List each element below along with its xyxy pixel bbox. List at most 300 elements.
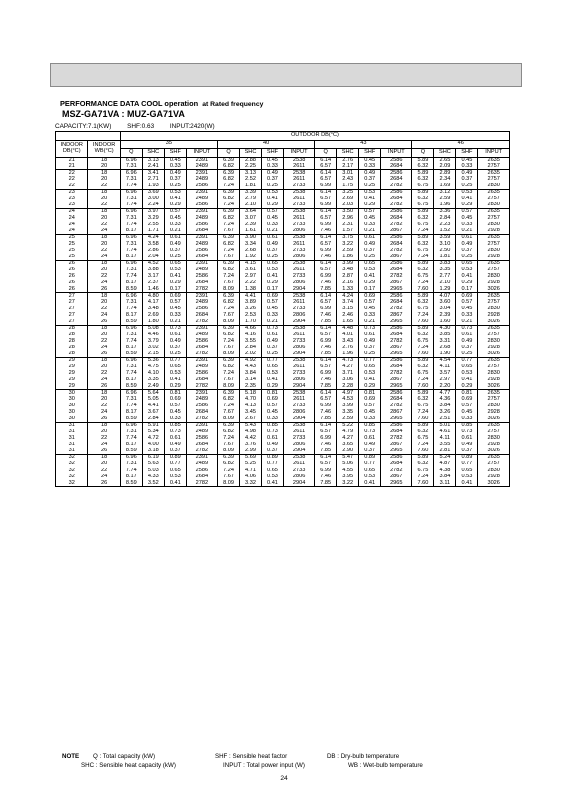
table-cell: 2635 bbox=[478, 325, 510, 331]
table-cell: 0.73 bbox=[359, 429, 381, 435]
table-cell: 7.46 bbox=[315, 409, 337, 415]
table-cell: 0.77 bbox=[359, 358, 381, 364]
table-cell: 0.65 bbox=[359, 468, 381, 474]
table-cell: 2635 bbox=[478, 422, 510, 428]
table-cell: 5.24 bbox=[434, 455, 456, 461]
table-cell: 8.09 bbox=[218, 319, 240, 325]
table-cell: 7.67 bbox=[218, 442, 240, 448]
table-cell: 2782 bbox=[381, 183, 412, 189]
table-cell: 2684 bbox=[381, 396, 412, 402]
table-cell: 2806 bbox=[283, 228, 314, 234]
table-cell: 7.74 bbox=[120, 222, 142, 228]
table-cell: 7.46 bbox=[315, 377, 337, 383]
table-cell: 7.31 bbox=[120, 396, 142, 402]
table-cell: 0.49 bbox=[261, 338, 283, 344]
table-cell: 0.73 bbox=[456, 429, 478, 435]
table-cell: 0.21 bbox=[359, 228, 381, 234]
table-cell: 3026 bbox=[478, 383, 510, 389]
table-cell: 6.57 bbox=[315, 163, 337, 169]
table-cell: 3.84 bbox=[240, 370, 262, 376]
table-cell: 2965 bbox=[381, 286, 412, 292]
column-label: SHC bbox=[434, 149, 456, 158]
table-cell: 2.81 bbox=[434, 448, 456, 454]
table-cell: 5.89 bbox=[412, 189, 434, 195]
table-cell: 4.72 bbox=[142, 435, 164, 441]
table-cell: 0.21 bbox=[261, 319, 283, 325]
table-cell: 6.82 bbox=[218, 364, 240, 370]
table-cell: 8.09 bbox=[218, 351, 240, 357]
table-cell: 18 bbox=[88, 170, 120, 176]
table-cell: 2489 bbox=[186, 176, 217, 182]
table-cell: 6.96 bbox=[120, 455, 142, 461]
table-cell: 6.39 bbox=[218, 455, 240, 461]
table-cell: 3.35 bbox=[434, 267, 456, 273]
table-cell: 0.25 bbox=[359, 351, 381, 357]
table-cell: 8.17 bbox=[120, 280, 142, 286]
table-cell: 29 bbox=[56, 377, 88, 383]
table-cell: 8.17 bbox=[120, 442, 142, 448]
table-cell: 2782 bbox=[186, 480, 217, 486]
table-cell: 6.32 bbox=[412, 215, 434, 221]
table-cell: 3.95 bbox=[337, 474, 359, 480]
table-cell: 0.33 bbox=[261, 416, 283, 422]
table-cell: 2904 bbox=[283, 351, 314, 357]
table-cell: 6.75 bbox=[412, 183, 434, 189]
table-cell: 7.67 bbox=[218, 474, 240, 480]
table-cell: 7.60 bbox=[412, 286, 434, 292]
table-cell: 6.39 bbox=[218, 422, 240, 428]
table-cell: 2635 bbox=[478, 390, 510, 396]
table-cell: 2684 bbox=[186, 228, 217, 234]
outdoor-temp-header: 43 bbox=[315, 140, 412, 149]
table-cell: 4.10 bbox=[142, 370, 164, 376]
table-cell: 2733 bbox=[283, 370, 314, 376]
table-cell: 2635 bbox=[478, 189, 510, 195]
table-cell: 2782 bbox=[381, 273, 412, 279]
table-cell: 2.20 bbox=[434, 383, 456, 389]
table-cell: 24 bbox=[56, 228, 88, 234]
table-cell: 0.49 bbox=[359, 338, 381, 344]
table-cell: 2757 bbox=[478, 163, 510, 169]
table-cell: 0.17 bbox=[261, 286, 283, 292]
table-cell: 3.65 bbox=[337, 442, 359, 448]
table-cell: 22 bbox=[56, 183, 88, 189]
table-cell: 2586 bbox=[186, 222, 217, 228]
table-cell: 0.53 bbox=[164, 189, 186, 195]
table-cell: 2867 bbox=[381, 312, 412, 318]
table-cell: 1.46 bbox=[142, 286, 164, 292]
table-cell: 2635 bbox=[478, 358, 510, 364]
table-cell: 0.85 bbox=[164, 422, 186, 428]
table-cell: 2928 bbox=[478, 312, 510, 318]
table-cell: 7.67 bbox=[218, 228, 240, 234]
table-cell: 5.89 bbox=[412, 235, 434, 241]
table-cell: 0.69 bbox=[164, 396, 186, 402]
table-cell: 0.25 bbox=[261, 254, 283, 260]
table-cell: 0.45 bbox=[164, 215, 186, 221]
table-cell: 7.74 bbox=[120, 370, 142, 376]
table-cell: 20 bbox=[88, 176, 120, 182]
table-cell: 3.17 bbox=[142, 273, 164, 279]
table-cell: 8.17 bbox=[120, 312, 142, 318]
table-cell: 2.51 bbox=[434, 416, 456, 422]
table-cell: 7.24 bbox=[412, 345, 434, 351]
table-cell: 3.97 bbox=[142, 209, 164, 215]
table-cell: 0.65 bbox=[261, 261, 283, 267]
table-cell: 0.61 bbox=[164, 332, 186, 338]
table-cell: 32 bbox=[56, 480, 88, 486]
table-cell: 2830 bbox=[478, 306, 510, 312]
table-cell: 3.31 bbox=[434, 338, 456, 344]
table-cell: 7.24 bbox=[218, 183, 240, 189]
table-cell: 0.77 bbox=[359, 461, 381, 467]
table-cell: 0.53 bbox=[359, 189, 381, 195]
table-cell: 3.34 bbox=[240, 241, 262, 247]
table-cell: 0.77 bbox=[261, 461, 283, 467]
table-cell: 21 bbox=[56, 163, 88, 169]
table-cell: 2586 bbox=[381, 422, 412, 428]
table-cell: 2782 bbox=[186, 448, 217, 454]
table-cell: 3.71 bbox=[337, 370, 359, 376]
table-cell: 3.26 bbox=[434, 409, 456, 415]
table-cell: 2611 bbox=[283, 241, 314, 247]
table-cell: 0.33 bbox=[359, 312, 381, 318]
table-cell: 2635 bbox=[478, 261, 510, 267]
table-cell: 3026 bbox=[478, 480, 510, 486]
outdoor-temp-header: 35 bbox=[120, 140, 217, 149]
table-cell: 2.10 bbox=[434, 280, 456, 286]
table-cell: 0.37 bbox=[164, 176, 186, 182]
table-cell: 2733 bbox=[283, 183, 314, 189]
table-cell: 6.75 bbox=[412, 202, 434, 208]
table-cell: 0.25 bbox=[456, 183, 478, 189]
table-cell: 0.61 bbox=[456, 332, 478, 338]
table-cell: 6.99 bbox=[315, 183, 337, 189]
table-cell: 28 bbox=[56, 325, 88, 331]
table-cell: 0.77 bbox=[164, 461, 186, 467]
table-cell: 1.90 bbox=[434, 351, 456, 357]
table-cell: 5.08 bbox=[142, 325, 164, 331]
table-cell: 0.41 bbox=[359, 196, 381, 202]
table-cell: 22 bbox=[88, 370, 120, 376]
table-cell: 6.96 bbox=[120, 170, 142, 176]
header-bar bbox=[50, 63, 522, 87]
table-cell: 18 bbox=[88, 189, 120, 195]
table-cell: 2928 bbox=[478, 254, 510, 260]
table-cell: 2684 bbox=[381, 196, 412, 202]
table-cell: 32 bbox=[56, 468, 88, 474]
table-cell: 5.89 bbox=[412, 293, 434, 299]
table-cell: 0.37 bbox=[164, 248, 186, 254]
table-cell: 0.33 bbox=[456, 416, 478, 422]
table-cell: 3.74 bbox=[337, 299, 359, 305]
table-cell: 2684 bbox=[381, 299, 412, 305]
table-cell: 0.57 bbox=[359, 403, 381, 409]
table-cell: 0.37 bbox=[359, 448, 381, 454]
table-cell: 8.59 bbox=[120, 480, 142, 486]
table-cell: 1.65 bbox=[337, 319, 359, 325]
table-cell: 20 bbox=[88, 267, 120, 273]
table-cell: 7.46 bbox=[315, 280, 337, 286]
table-cell: 0.37 bbox=[456, 345, 478, 351]
table-cell: 5.43 bbox=[240, 422, 262, 428]
table-cell: 27 bbox=[56, 299, 88, 305]
table-cell: 7.24 bbox=[218, 370, 240, 376]
table-cell: 3.18 bbox=[142, 448, 164, 454]
table-cell: 7.46 bbox=[315, 474, 337, 480]
table-cell: 2.76 bbox=[337, 157, 359, 163]
table-cell: 2.35 bbox=[240, 383, 262, 389]
table-cell: 4.11 bbox=[434, 435, 456, 441]
table-cell: 0.49 bbox=[456, 338, 478, 344]
table-cell: 18 bbox=[88, 422, 120, 428]
table-cell: 2.16 bbox=[337, 280, 359, 286]
table-cell: 25 bbox=[56, 254, 88, 260]
table-cell: 8.59 bbox=[120, 416, 142, 422]
table-cell: 2611 bbox=[283, 267, 314, 273]
table-cell: 6.82 bbox=[218, 176, 240, 182]
table-cell: 0.37 bbox=[261, 176, 283, 182]
table-cell: 2489 bbox=[186, 196, 217, 202]
table-cell: 0.41 bbox=[261, 377, 283, 383]
table-cell: 2928 bbox=[478, 409, 510, 415]
table-cell: 0.41 bbox=[164, 377, 186, 383]
table-cell: 20 bbox=[88, 163, 120, 169]
table-cell: 3.64 bbox=[240, 209, 262, 215]
table-cell: 2.76 bbox=[337, 345, 359, 351]
table-cell: 3.36 bbox=[434, 209, 456, 215]
table-cell: 0.29 bbox=[261, 202, 283, 208]
table-cell: 6.96 bbox=[120, 293, 142, 299]
table-cell: 2684 bbox=[381, 267, 412, 273]
table-cell: 2684 bbox=[186, 345, 217, 351]
table-cell: 2830 bbox=[478, 435, 510, 441]
table-cell: 0.29 bbox=[456, 383, 478, 389]
table-cell: 2586 bbox=[381, 390, 412, 396]
table-cell: 8.09 bbox=[218, 416, 240, 422]
table-cell: 2782 bbox=[186, 286, 217, 292]
table-cell: 31 bbox=[56, 435, 88, 441]
table-cell: 7.74 bbox=[120, 435, 142, 441]
table-cell: 0.57 bbox=[164, 403, 186, 409]
table-cell: 2538 bbox=[283, 157, 314, 163]
column-label: SHF bbox=[261, 149, 283, 158]
table-cell: 0.61 bbox=[164, 435, 186, 441]
table-cell: 0.17 bbox=[164, 286, 186, 292]
table-cell: 24 bbox=[88, 409, 120, 415]
table-cell: 6.32 bbox=[412, 299, 434, 305]
table-cell: 2489 bbox=[186, 461, 217, 467]
table-cell: 6.75 bbox=[412, 248, 434, 254]
model-name: MSZ-GA71VA : MUZ-GA71VA bbox=[62, 109, 185, 119]
column-label: Q bbox=[315, 149, 337, 158]
table-cell: 2611 bbox=[283, 461, 314, 467]
table-cell: 7.67 bbox=[218, 377, 240, 383]
table-cell: 6.57 bbox=[315, 364, 337, 370]
table-cell: 3.99 bbox=[337, 403, 359, 409]
table-cell: 7.74 bbox=[120, 306, 142, 312]
table-cell: 0.45 bbox=[261, 409, 283, 415]
table-cell: 20 bbox=[88, 396, 120, 402]
table-cell: 2965 bbox=[381, 319, 412, 325]
table-cell: 1.70 bbox=[240, 319, 262, 325]
table-cell: 7.31 bbox=[120, 241, 142, 247]
table-cell: 2586 bbox=[186, 248, 217, 254]
notes bbox=[62, 753, 423, 770]
table-cell: 0.53 bbox=[164, 267, 186, 273]
table-cell: 4.61 bbox=[434, 429, 456, 435]
table-cell: 6.96 bbox=[120, 325, 142, 331]
table-cell: 2586 bbox=[186, 183, 217, 189]
table-cell: 0.53 bbox=[261, 370, 283, 376]
table-cell: 2782 bbox=[381, 338, 412, 344]
table-cell: 6.32 bbox=[412, 267, 434, 273]
table-cell: 7.60 bbox=[412, 351, 434, 357]
table-cell: 2538 bbox=[283, 325, 314, 331]
table-cell: 7.46 bbox=[315, 442, 337, 448]
table-cell: 7.46 bbox=[315, 312, 337, 318]
table-cell: 22 bbox=[88, 338, 120, 344]
table-cell: 4.55 bbox=[337, 468, 359, 474]
table-cell: 2.39 bbox=[434, 312, 456, 318]
table-cell: 7.24 bbox=[218, 248, 240, 254]
table-cell: 4.43 bbox=[240, 364, 262, 370]
table-cell: 2391 bbox=[186, 157, 217, 163]
table-cell: 7.74 bbox=[120, 248, 142, 254]
table-cell: 6.96 bbox=[120, 235, 142, 241]
table-cell: 6.96 bbox=[120, 189, 142, 195]
table-cell: 4.27 bbox=[337, 364, 359, 370]
table-cell: 3.76 bbox=[240, 442, 262, 448]
table-cell: 0.49 bbox=[164, 241, 186, 247]
table-cell: 2391 bbox=[186, 422, 217, 428]
table-cell: 2538 bbox=[283, 358, 314, 364]
table-cell: 21 bbox=[56, 157, 88, 163]
table-cell: 8.09 bbox=[218, 383, 240, 389]
note-input: INPUT : Total power input (W) bbox=[223, 761, 305, 769]
table-cell: 2391 bbox=[186, 358, 217, 364]
input-label: INPUT:2420(W) bbox=[169, 123, 215, 130]
table-cell: 6.99 bbox=[315, 273, 337, 279]
table-cell: 6.82 bbox=[218, 215, 240, 221]
table-cell: 0.73 bbox=[261, 429, 283, 435]
table-cell: 2489 bbox=[186, 163, 217, 169]
table-cell: 2684 bbox=[186, 409, 217, 415]
table-cell: 6.39 bbox=[218, 261, 240, 267]
table-cell: 2830 bbox=[478, 370, 510, 376]
table-cell: 0.41 bbox=[261, 273, 283, 279]
table-cell: 1.52 bbox=[434, 228, 456, 234]
table-cell: 6.39 bbox=[218, 209, 240, 215]
table-cell: 2.89 bbox=[434, 170, 456, 176]
table-cell: 0.41 bbox=[359, 377, 381, 383]
table-cell: 7.31 bbox=[120, 299, 142, 305]
table-cell: 0.37 bbox=[261, 248, 283, 254]
table-cell: 2.84 bbox=[240, 345, 262, 351]
table-cell: 18 bbox=[88, 235, 120, 241]
table-cell: 3.43 bbox=[337, 338, 359, 344]
table-cell: 2586 bbox=[186, 273, 217, 279]
table-cell: 24 bbox=[56, 215, 88, 221]
table-cell: 0.41 bbox=[164, 480, 186, 486]
table-cell: 5.34 bbox=[142, 429, 164, 435]
table-cell: 5.69 bbox=[240, 455, 262, 461]
table-cell: 2586 bbox=[381, 261, 412, 267]
table-cell: 6.14 bbox=[315, 261, 337, 267]
table-cell: 8.09 bbox=[218, 480, 240, 486]
table-cell: 2391 bbox=[186, 209, 217, 215]
table-cell: 0.53 bbox=[456, 267, 478, 273]
table-cell: 3.99 bbox=[337, 261, 359, 267]
table-cell: 2830 bbox=[478, 273, 510, 279]
table-cell: 6.32 bbox=[412, 332, 434, 338]
table-cell: 2904 bbox=[283, 480, 314, 486]
table-cell: 0.17 bbox=[359, 286, 381, 292]
table-cell: 0.33 bbox=[261, 222, 283, 228]
table-cell: 6.32 bbox=[412, 241, 434, 247]
table-cell: 0.45 bbox=[164, 157, 186, 163]
table-cell: 7.24 bbox=[412, 377, 434, 383]
outdoor-temp-header: 40 bbox=[218, 140, 315, 149]
table-cell: 2538 bbox=[283, 293, 314, 299]
table-cell: 0.53 bbox=[261, 474, 283, 480]
table-cell: 3.45 bbox=[240, 409, 262, 415]
table-cell: 6.82 bbox=[218, 241, 240, 247]
table-cell: 0.21 bbox=[164, 228, 186, 234]
table-cell: 0.37 bbox=[359, 248, 381, 254]
table-cell: 6.19 bbox=[142, 455, 164, 461]
table-cell: 3026 bbox=[478, 351, 510, 357]
table-cell: 0.69 bbox=[261, 396, 283, 402]
table-cell: 3.00 bbox=[142, 196, 164, 202]
table-cell: 7.31 bbox=[120, 364, 142, 370]
table-cell: 2782 bbox=[381, 370, 412, 376]
table-cell: 2586 bbox=[186, 468, 217, 474]
table-cell: 6.57 bbox=[315, 196, 337, 202]
table-cell: 3.35 bbox=[337, 409, 359, 415]
table-cell: 7.24 bbox=[412, 474, 434, 480]
table-cell: 0.41 bbox=[164, 196, 186, 202]
table-cell: 4.00 bbox=[142, 442, 164, 448]
table-cell: 2782 bbox=[186, 416, 217, 422]
table-cell: 6.32 bbox=[412, 429, 434, 435]
table-cell: 0.65 bbox=[164, 261, 186, 267]
table-cell: 2757 bbox=[478, 176, 510, 182]
table-cell: 8.59 bbox=[120, 383, 142, 389]
table-cell: 5.89 bbox=[412, 455, 434, 461]
column-label: SHC bbox=[142, 149, 164, 158]
table-cell: 2586 bbox=[381, 170, 412, 176]
table-cell: 3.13 bbox=[240, 170, 262, 176]
table-cell: 7.67 bbox=[218, 409, 240, 415]
table-cell: 24 bbox=[88, 345, 120, 351]
table-cell: 0.49 bbox=[164, 442, 186, 448]
table-cell: 2.84 bbox=[434, 215, 456, 221]
table-cell: 6.32 bbox=[412, 364, 434, 370]
table-cell: 2733 bbox=[283, 338, 314, 344]
table-cell: 26 bbox=[88, 319, 120, 325]
table-cell: 6.99 bbox=[315, 370, 337, 376]
table-cell: 2782 bbox=[381, 306, 412, 312]
table-cell: 2867 bbox=[381, 474, 412, 480]
table-cell: 22 bbox=[88, 202, 120, 208]
table-cell: 2489 bbox=[186, 396, 217, 402]
table-cell: 0.41 bbox=[359, 480, 381, 486]
table-cell: 6.96 bbox=[120, 261, 142, 267]
table-cell: 2733 bbox=[283, 403, 314, 409]
table-cell: 2867 bbox=[381, 254, 412, 260]
column-label: Q bbox=[218, 149, 240, 158]
